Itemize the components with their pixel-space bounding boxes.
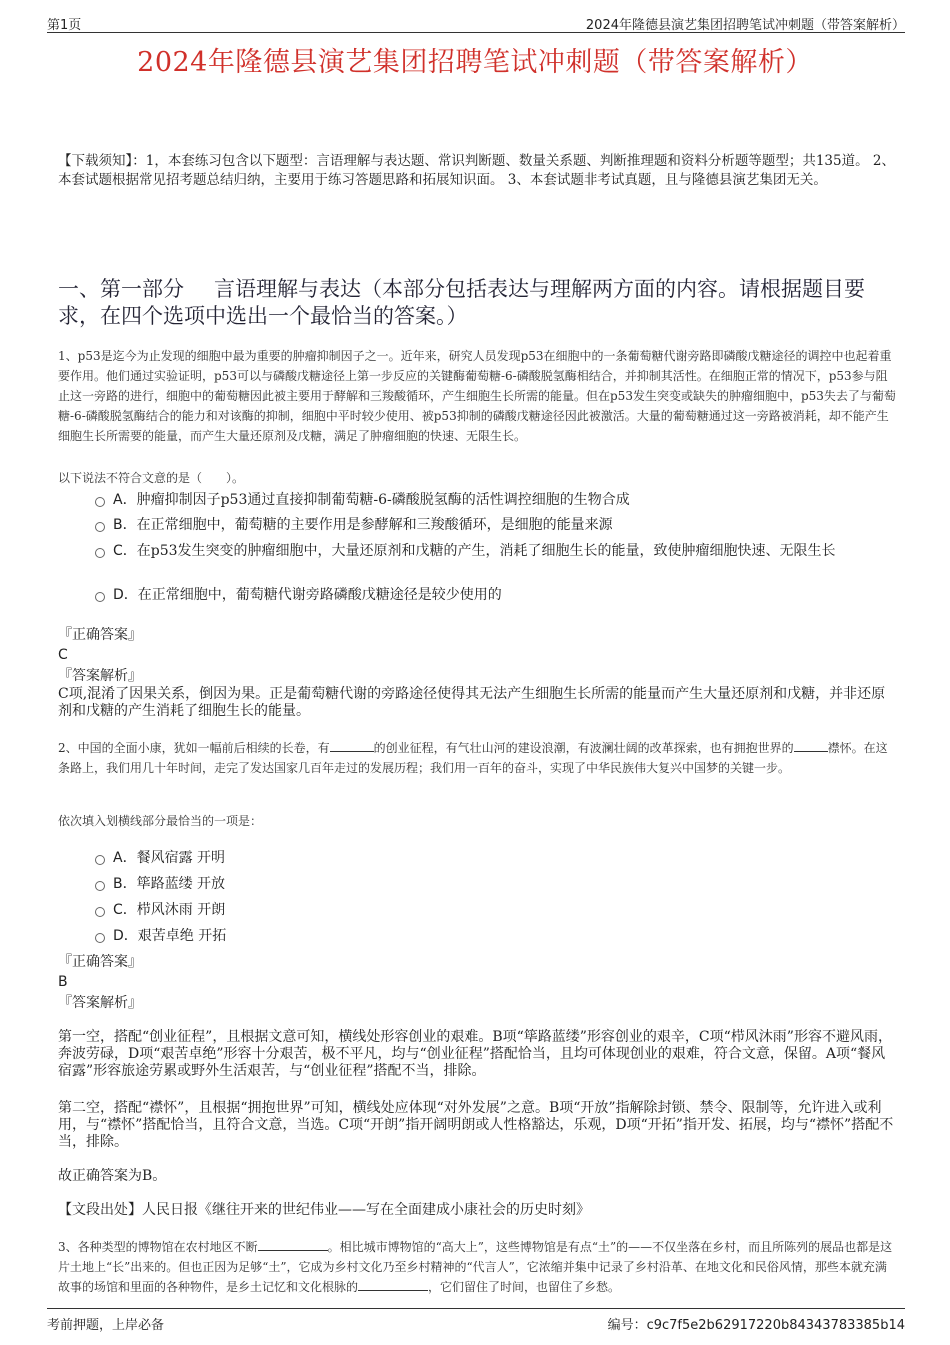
q1-answer: C: [58, 647, 68, 663]
radio-icon[interactable]: [95, 881, 105, 891]
option-text: 餐风宿露 开明: [136, 850, 226, 866]
q1-analysis-label: 『答案解析』: [58, 668, 142, 684]
radio-icon[interactable]: [95, 497, 105, 507]
q2-passage-part3: 襟怀。在这条路上，我们用几十年时间，走完了发达国家几百年走过的发展历程；我们用一百年的奋斗，实现了中华民族伟大复兴中国梦的关键一步。: [58, 741, 888, 775]
q2-conclusion: 故正确答案为B。: [58, 1168, 167, 1184]
option-text: 在p53发生突变的肿瘤细胞中，大量还原剂和戊糖的产生，消耗了细胞生长的能量，致使肿瘤细胞快速、无限生长: [136, 543, 836, 559]
page-header: [47, 8, 905, 33]
blank-2: [794, 739, 828, 752]
q2-analysis-1: 第一空，搭配“创业征程”，且根据文意可知，横线处形容创业的艰难。B项“筚路蓝缕”形容创业的艰辛，C项“栉风沐雨”形容不避风雨，奔波劳碌，D项“艰苦卓绝”形容十分艰苦，极不平凡，均与“创业征程”搭配恰当，且均可体现创业的艰难，符合文意，保留。A项“餐风宿露”形容旅途劳累或野外生活艰苦，与“创业征程”搭配不当，排除。: [58, 1029, 892, 1079]
q3-passage: [58, 1237, 898, 1297]
option-label: B．: [113, 876, 137, 892]
option-text: 肿瘤抑制因子p53通过直接抑制葡萄糖-6-磷酸脱氢酶的活性调控细胞的生物合成: [136, 492, 630, 508]
header-doc-title: 2024年隆德县演艺集团招聘笔试冲刺题（带答案解析）: [585, 18, 905, 33]
q2-stem: 依次填入划横线部分最恰当的一项是：: [58, 814, 263, 828]
radio-icon[interactable]: [95, 933, 105, 943]
section-number: 一、第一部分: [58, 277, 184, 301]
q3-passage-part1: 3、各种类型的博物馆在农村地区不断: [58, 1240, 258, 1254]
option-label: D．: [113, 587, 138, 603]
radio-icon[interactable]: [95, 855, 105, 865]
q2-answer: B: [58, 974, 68, 990]
q2-option-b[interactable]: [95, 874, 898, 894]
page-footer: [47, 1308, 905, 1333]
q1-stem: 以下说法不符合文意的是（ ）。: [58, 471, 245, 485]
option-label: C．: [113, 543, 137, 559]
q1-answer-label: 『正确答案』: [58, 627, 142, 643]
q3-passage-part3: ，它们留住了时间，也留住了乡愁。: [428, 1280, 621, 1294]
radio-icon[interactable]: [95, 907, 105, 917]
footer-slogan: 考前押题，上岸必备: [47, 1318, 165, 1333]
option-text: 筚路蓝缕 开放: [136, 876, 226, 892]
q2-analysis-label: 『答案解析』: [58, 995, 142, 1011]
q2-passage: [58, 738, 898, 778]
option-text: 在正常细胞中，葡萄糖代谢旁路磷酸戊糖途径是较少使用的: [137, 587, 502, 603]
q1-option-b[interactable]: [95, 515, 898, 535]
q3-passage-part2: 。相比城市博物馆的“高大上”，这些博物馆是有点“土”的——不仅坐落在乡村，而且所陈列的展品也都是这片土地上“长”出来的。但也正因为足够“土”，它成为乡村文化乃至乡村精神的“代言人”，它浓缩并集中记录了乡村沿革、在地文化和民俗风情，那些本就充满故事的场馆和里面的各种物件，是乡土记忆和文化根脉的: [58, 1240, 893, 1294]
q2-option-c[interactable]: [95, 900, 898, 920]
q1-analysis: C项,混淆了因果关系，倒因为果。正是葡萄糖代谢的旁路途径使得其无法产生细胞生长所需的能量而产生大量还原剂和戊糖，并非还原剂和戊糖的产生消耗了细胞生长的能量。: [58, 686, 886, 719]
page-number: 第1页: [47, 18, 82, 33]
radio-icon[interactable]: [95, 592, 105, 602]
option-label: C．: [113, 902, 137, 918]
option-label: A．: [113, 850, 137, 866]
q2-answer-label: 『正确答案』: [58, 954, 142, 970]
radio-icon[interactable]: [95, 522, 105, 532]
option-label: D．: [113, 928, 138, 944]
option-text: 艰苦卓绝 开拓: [137, 928, 227, 944]
option-text: 栉风沐雨 开朗: [136, 902, 226, 918]
q1-passage: 1、p53是迄今为止发现的细胞中最为重要的肿瘤抑制因子之一。近年来，研究人员发现p53在细胞中的一条葡萄糖代谢旁路即磷酸戊糖途径的调控中也起着重要作用。他们通过实验证明，p53可以与磷酸戊糖途径上第一步反应的关键酶葡萄糖-6-磷酸脱氢酶相结合，并抑制其活性。在细胞正常的情况下，p53参与阻止这一旁路的进行，细胞中的葡萄糖因此被主要用于酵解和三羧酸循环，产生细胞生长所需的能量。但在p53发生突变或缺失的肿瘤细胞中，p53失去了与葡萄糖-6-磷酸脱氢酶结合的能力和对该酶的抑制，细胞中平时较少使用、被p53抑制的磷酸戊糖途径因此被激活。大量的葡萄糖通过这一旁路被消耗，却不能产生细胞生长所需要的能量，而产生大量还原剂及戊糖，满足了肿瘤细胞的快速、无限生长。: [58, 349, 896, 443]
q2-option-d[interactable]: [95, 926, 898, 946]
option-text: 在正常细胞中，葡萄糖的主要作用是参酵解和三羧酸循环，是细胞的能量来源: [136, 517, 613, 533]
q2-analysis-2: 第二空，搭配“襟怀”，且根据“拥抱世界”可知，横线处应体现“对外发展”之意。B项“开放”指解除封锁、禁令、限制等，允许进入或利用，与“襟怀”搭配恰当，且符合文意，当选。C项“开朗”指开阔明朗或人性格豁达，乐观，D项“开拓”指开发、拓展，均与“襟怀”搭配不当，排除。: [58, 1100, 894, 1150]
blank-1: [330, 739, 374, 752]
blank-2: [358, 1278, 428, 1291]
footer-serial: 编号：c9c7f5e2b62917220b84343783385b14: [607, 1318, 905, 1333]
q2-passage-part2: 的创业征程，有气壮山河的建设浪潮，有波澜壮阔的改革探索，也有拥抱世界的: [373, 741, 794, 755]
document-title: 2024年隆德县演艺集团招聘笔试冲刺题（带答案解析）: [137, 47, 813, 78]
section-text: 言语理解与表达（本部分包括表达与理解两方面的内容。请根据题目要求，在四个选项中选出一个最恰当的答案。）: [58, 277, 865, 328]
option-label: B．: [113, 517, 137, 533]
q1-option-c[interactable]: [95, 541, 898, 561]
blank-1: [258, 1238, 328, 1251]
radio-icon[interactable]: [95, 548, 105, 558]
q2-option-a[interactable]: [95, 848, 898, 868]
q2-passage-part1: 2、中国的全面小康，犹如一幅前后相续的长卷，有: [58, 741, 330, 755]
option-label: A．: [113, 492, 137, 508]
q2-source: 【文段出处】人民日报《继往开来的世纪伟业——写在全面建成小康社会的历史时刻》: [58, 1202, 590, 1218]
q1-option-a[interactable]: [95, 490, 898, 510]
download-notice: 【下载须知】：1，本套练习包含以下题型：言语理解与表达题、常识判断题、数量关系题、判断推理题和资料分析题等题型；共135道。 2、本套试题根据常见招考题总结归纳，主要用于练习答题思路和拓展知识面。 3、本套试题非考试真题，且与隆德县演艺集团无关。: [58, 153, 895, 188]
section-heading: [58, 276, 898, 330]
q1-option-d[interactable]: [95, 585, 898, 605]
